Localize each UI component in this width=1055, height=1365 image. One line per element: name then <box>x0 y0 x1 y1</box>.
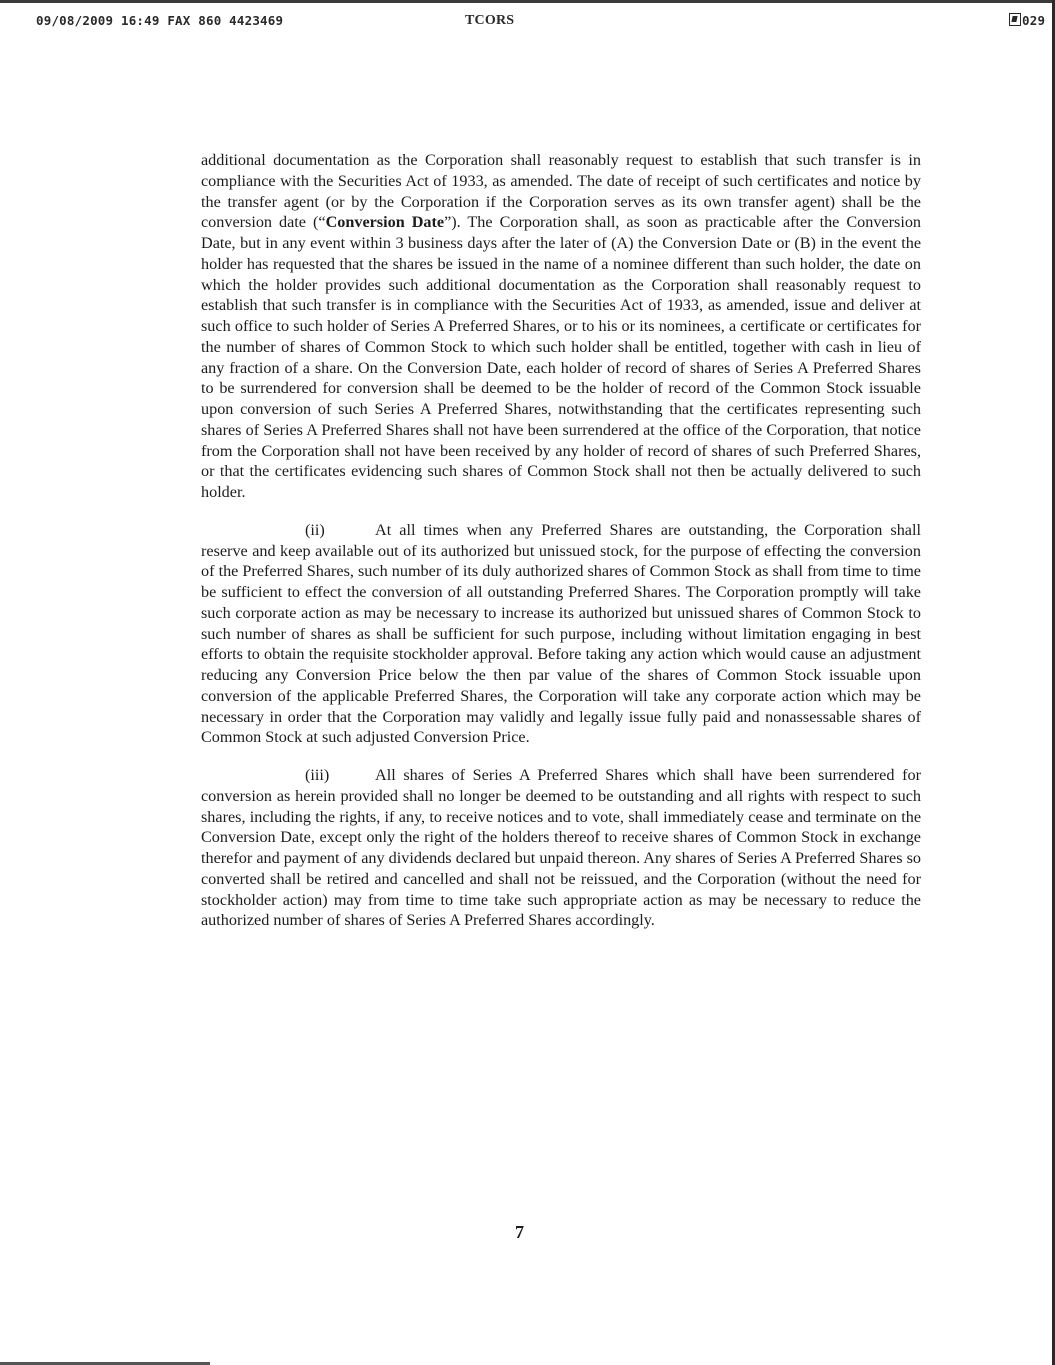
paragraph-1-text-a: additional documentation as the Corporation shall reasonably request to establish that such transfer is in compliance with the Securities Act of 1933, as amended. The date of receipt of such certificates and notice by the transfer agent (or by the Corporation if the Corporation serves as its own transfer agent) shall be the conversion date (“ <box>201 151 921 232</box>
fax-page-code <box>1009 13 1045 28</box>
paragraph-1-text-b: ”). The Corporation shall, as soon as practicable after the Conversion Date, but in any event within 3 business days after the later of (A) the Conversion Date or (B) in the event the holder has requested that the shares be issued in the name of a nominee different than such holder, the date on which the holder provides such additional documentation as the Corporation shall reasonably request to establish that such transfer is in compliance with the Securities Act of 1933, as amended, issue and deliver at such office to such holder of Series A Preferred Shares, or to his or its nominees, a certificate or certificates for the number of shares of Common Stock to which such holder shall be entitled, together with cash in lieu of any fraction of a share. On the Conversion Date, each holder of record of shares of Series A Preferred Shares to be surrendered for conversion shall be deemed to be the holder of record of the Common Stock issuable upon conversion of such Series A Preferred Shares, notwithstanding that the certificates representing such shares of Series A Preferred Shares shall not have been surrendered at the office of the Corporation, that notice from the Corporation shall not have been received by any holder of record of shares of such Preferred Shares, or that the certificates evidencing such shares of Common Stock shall not then be actually delivered to such holder. <box>201 213 922 501</box>
paragraph-continuation <box>201 150 921 503</box>
fax-header <box>0 13 1055 37</box>
paragraph-ii <box>201 520 921 748</box>
paragraph-ii-number: (ii) <box>305 520 325 539</box>
document-body <box>201 150 921 931</box>
page-number: 7 <box>515 1222 524 1242</box>
scan-top-border <box>0 0 1055 3</box>
fax-transmission-line: 09/08/2009 16:49 FAX 860 4423469 <box>36 13 284 28</box>
defined-term-conversion-date: Conversion Date <box>325 213 445 232</box>
paragraph-iii-number: (iii) <box>305 766 330 784</box>
paragraph-iii-text: All shares of Series A Preferred Shares which shall have been surrendered for conversion as herein provided shall no longer be deemed to be outstanding and all rights with respect to such shares, including the rights, if any, to receive notices and to vote, shall immediately cease and terminate on the Conversion Date, except only the right of the holders thereof to receive shares of Common Stock in exchange therefor and payment of any dividends declared but unpaid thereon. Any shares of Series A Preferred Shares so converted shall be retired and cancelled and shall not be reissued, and the Corporation (without the need for stockholder action) may from time to time take such appropriate action as may be necessary to reduce the authorized number of shares of Series A Preferred Shares accordingly. <box>201 766 921 930</box>
fax-page-code-number: 029 <box>1022 13 1046 28</box>
fax-sender-name: TCORS <box>465 13 515 28</box>
paragraph-iii <box>201 765 921 931</box>
fax-page-box-icon <box>1009 13 1021 26</box>
paragraph-ii-text: At all times when any Preferred Shares are outstanding, the Corporation shall reserve and keep available out of its authorized but unissued stock, for the purpose of effecting the conversion of the Preferred Shares, such number of its duly authorized shares of Common Stock as shall from time to time be sufficient to effect the conversion of all outstanding Preferred Shares. The Corporation promptly will take such corporate action as may be necessary to increase its authorized but unissued shares of Common Stock to such number of shares as shall be sufficient for such purpose, including without limitation engaging in best efforts to obtain the requisite stockholder approval. Before taking any action which would cause an adjustment reducing any Conversion Price below the then par value of the shares of Common Stock issuable upon conversion of the applicable Preferred Shares, the Corporation will take any corporate action which may be necessary in order that the Corporation may validly and legally issue fully paid and nonassessable shares of Common Stock at such adjusted Conversion Price. <box>201 520 921 747</box>
